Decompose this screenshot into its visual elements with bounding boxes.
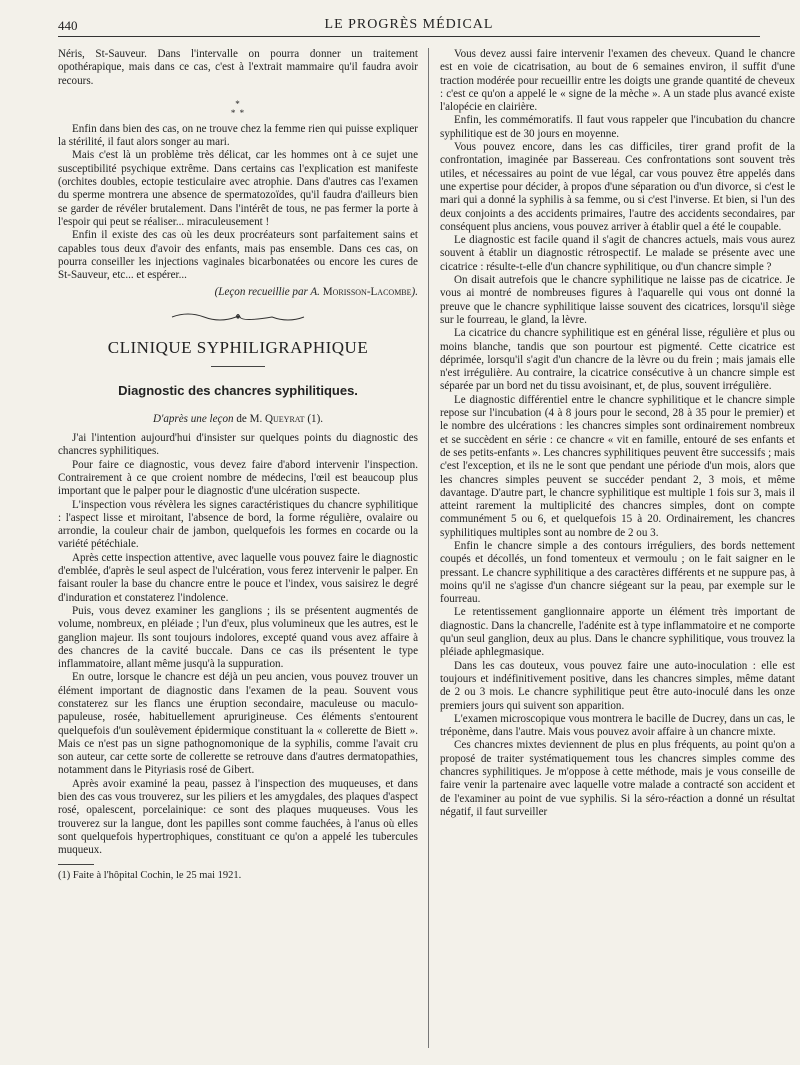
paragraph: Le diagnostic différentiel entre le chancre syphilitique et le chancre simple repose sur l'incubation (4 à 8 jours pour le second, 28 à 35 pour le premier) et le nombre des ulcérations : les chancres simples sont ordinairement nombreux et se succèdent en série : ce chancre « vit en famille, entouré de ses enfants et de ses petits-enfants ». Les chancres syphilitiques peuvent être successifs ; mais c'est l'exception, et ils ne le sont que pendant une période d'un mois, alors que les chancres simples peuvent se succéder pendant 2, 3 mois, et même davantage. D'autre part, le chancre syphilitique est multiple 1 fois sur 3, mais il atteint rarement la multiplicité des chancres simples, dont on compte communément 5 ou 6, et quelquefois 15 à 20. Ordinairement, les chancres syphilitiques multiples sont au nombre de 2 ou 3.	[440, 393, 795, 539]
article-paragraph: L'inspection vous révèlera les signes caractéristiques du chancre syphilitique : l'aspect lisse et miroitant, l'absence de bord, la forme régulière, ovalaire ou arrondie, la couleur chair de jambon, quelquefois les formes en cocarde ou la variété pétéchiale.	[58, 498, 418, 551]
article-paragraph: J'ai l'intention aujourd'hui d'insister sur quelques points du diagnostic des chancres syphilitiques.	[58, 432, 418, 458]
attribution-author: Morisson-Lacombe	[322, 286, 412, 299]
paragraph: Vous devez aussi faire intervenir l'examen des cheveux. Quand le chancre est en voie de cicatrisation, au bout de 6 semaines environ, il suffit d'une traction modérée pour recueillir entre les doigts une grande quantité de cheveux : c'est ce qu'on a appelé le « signe de la mèche ». A un stade plus avancé existe l'alopécie en clairière.	[440, 48, 795, 114]
continued-paragraph: Néris, St-Sauveur. Dans l'intervalle on pourra donner un traitement opothérapique, mais dans ce cas, c'est à l'extrait mammaire qu'il faudra avoir recours.	[58, 48, 418, 87]
title-rule	[211, 366, 265, 367]
left-column	[58, 48, 418, 882]
paragraph: On disait autrefois que le chancre syphilitique ne laisse pas de cicatrice. Je vous ai montré de nombreuses figures à l'aquarelle qui vous ont donné la preuve que le chancre syphilitique laisse souvent des cicatrices, lorsqu'il siège sur le fourreau, le gland, la lèvre.	[440, 274, 795, 326]
paragraph: Enfin le chancre simple a des contours irréguliers, des bords nettement coupés et décollés, un fond tomenteux et vermoulu ; on le fait saigner en le pressant. Le chancre syphilitique a des caractères différents et ne suppure pas, à moins qu'il ne s'agisse d'un chancre siégeant sur la peau, par exemple sur le fourreau.	[440, 539, 795, 606]
paragraph: Le retentissement ganglionnaire apporte un élément très important de diagnostic. Dans la chancrelle, l'adénite est à type inflammatoire et ne comporte qu'un seul ganglion, deux au plus. Dans le chancre syphilitique, vous trouvez la pléiade aphlegmasique.	[440, 606, 795, 659]
footnote-rule	[58, 864, 94, 865]
paragraph: Ces chancres mixtes deviennent de plus en plus fréquents, au point qu'on a proposé de traiter systématiquement tous les chancres simples comme des chancres syphilitiques. Je m'oppose à cette méthode, mais je vous conseille de faire venir la partenaire avec laquelle votre malade a contracté son accident et de l'examiner au point de vue syphilis. Si la séro-réaction a donné un résultat négatif, il faut surveiller	[440, 739, 795, 818]
section-break-stars	[58, 100, 418, 118]
article-paragraph: En outre, lorsque le chancre est déjà un peu ancien, vous pouvez trouver un élément important de diagnostic dans l'examen de la peau. Souvent vous constaterez sur les flancs une éruption secondaire, maculeuse ou maculo-papuleuse, rosée, habituellement aprurigineuse. Ces éléments s'entourent quelquefois d'un soulèvement épidermique constituant la « collerette de Biett ». Mais ce n'est pas un signe pathognomonique de la syphilis, comme l'avait cru son auteur, car cette sorte de collerette se retrouve dans d'autres dermatopathies, notamment dans le Pityriasis rosé de Gibert.	[58, 671, 418, 777]
section-title: CLINIQUE SYPHILIGRAPHIQUE	[107, 337, 369, 357]
lesson-attribution	[58, 286, 418, 299]
column-divider	[428, 48, 429, 1048]
byline-lesson: D'après une leçon	[152, 412, 234, 425]
page-header	[58, 14, 760, 37]
paragraph: Vous pouvez encore, dans les cas difficiles, tirer grand profit de la confrontation, imaginée par Bassereau. Ces confrontations sont souvent très utiles, et nécessaires au point de vue légal, car vous pouvez être appelés dans une expertise pour décider, à propos d'une séparation ou d'un divorce, si c'est le mari qui a donné la syphilis à sa femme, ou si c'est l'inverse. Et bien, si l'un des deux conjoints a des accidents primaires, l'autre des accidents secondaires, par conséquent plus anciens, vous pouvez arriver à établir quel a été le coupable.	[440, 141, 795, 233]
star-bottom: * *	[230, 107, 246, 118]
article-title: Diagnostic des chancres syphilitiques.	[118, 382, 358, 398]
article-paragraph: Après cette inspection attentive, avec laquelle vous pouvez faire le diagnostic d'emblée, d'après le seul aspect de l'ulcération, vous ferez intervenir le palper. En faisant rouler la base du chancre entre le pouce et l'index, vous saisirez le degré d'induration et constaterez l'indolence.	[58, 551, 418, 604]
journal-title: LE PROGRÈS MÉDICAL	[324, 17, 494, 32]
paragraph: Dans les cas douteux, vous pouvez faire une auto-inoculation : elle est toujours et indéfinitivement positive, dans les chancres simples, même datant de 2 ou 3 mois. Le chancre syphilitique peut être auto-inoculé dans les onze premiers jours qui suivent son apparition.	[440, 659, 795, 712]
byline	[58, 413, 418, 426]
ornament-flourish	[168, 308, 308, 326]
byline-de: de M.	[233, 412, 265, 425]
paragraph: Enfin, les commémoratifs. Il faut vous rappeler que l'incubation du chancre syphilitique est de 30 jours en moyenne.	[440, 114, 795, 140]
paragraph: Le diagnostic est facile quand il s'agit de chancres actuels, mais vous aurez souvent à établir un diagnostic rétrospectif. Le malade se présente avec une cicatrice : résulte-t-elle d'un chancre syphilitique, ou d'un chancre simple ?	[440, 234, 795, 273]
article-paragraph: Après avoir examiné la peau, passez à l'inspection des muqueuses, et dans bien des cas vous trouverez, sur les piliers et les amygdales, des plaques d'aspect rosé, opalescent, porcelainique: ce sont des plaques muqueuses. Vous les trouverez sur la langue, dont les papilles sont comme fauchées, à l'anus où elles sont quelquefois hypertrophiques, constituant ce qu'on a appelé les tubercules muqueux.	[58, 777, 418, 857]
footnote-ref: (1).	[304, 412, 324, 425]
attribution-prefix: (Leçon recueillie par A.	[214, 286, 323, 299]
right-column	[440, 48, 795, 819]
footnote: (1) Faite à l'hôpital Cochin, le 25 mai 1921.	[58, 869, 242, 881]
article-paragraph: Pour faire ce diagnostic, vous devez faire d'abord intervenir l'inspection. Contrairement à ce que croient nombre de médecins, l'œil est beaucoup plus important que le palper pour le diagnostic d'une ulcération suspecte.	[58, 458, 418, 498]
paragraph: Mais c'est là un problème très délicat, car les hommes ont à ce sujet une susceptibilité psychique extrême. Dans certains cas l'explication est manifeste (orchites doubles, ectopie testiculaire avec atrophie. Dans d'autres cas l'examen du sperme montrera une absence de spermatozoïdes, qu'il faudra d'ailleurs bien se garder de révéler brutalement. Dans l'intérêt de tous, ne pas fermer la porte à l'espoir qui peut se réaliser... miraculeusement !	[58, 149, 418, 228]
paragraph: L'examen microscopique vous montrera le bacille de Ducrey, dans un cas, le tréponème, dans l'autre. Mais vous pouvez avoir affaire à un chancre mixte.	[440, 712, 795, 739]
byline-author: Queyrat	[265, 412, 305, 425]
article-paragraph: Puis, vous devez examiner les ganglions ; ils se présentent augmentés de volume, nombreux, en pléiade ; l'un d'eux, plus volumineux que les autres, est le ganglion majeur. Ils sont toujours indolores, excepté quand vous avez affaire à des chancres de la cavité buccale. Dans ce cas ils présentent le type inflammatoire, allant même jusqu'à la suppuration.	[58, 604, 418, 671]
paragraph: Enfin dans bien des cas, on ne trouve chez la femme rien qui puisse expliquer la stérilité, il faut alors songer au mari.	[58, 122, 418, 149]
page-number: 440	[58, 18, 78, 33]
attribution-suffix: ).	[411, 286, 418, 299]
star-top: *	[235, 98, 241, 109]
paragraph: Enfin il existe des cas où les deux procréateurs sont parfaitement sains et capables tous deux d'avoir des enfants, mais pas ensemble. Dans ces cas, on pourra conseiller les injections vaginales bicarbonatées ou encore les cures de St-Sauveur, etc... et espérer...	[58, 229, 418, 282]
paragraph: La cicatrice du chancre syphilitique est en général lisse, régulière et plus ou moins blanche, tandis que son pourtour est pigmenté. Cette cicatrice est déprimée, lorsqu'il s'agit d'un chancre de la lèvre ou du frein ; mais jamais elle n'est irrégulière. Au contraire, la cicatrice consécutive à un chancre simple est séparée par un bord net du tissu avoisinant, et, de plus, souvent irrégulière.	[440, 327, 795, 393]
